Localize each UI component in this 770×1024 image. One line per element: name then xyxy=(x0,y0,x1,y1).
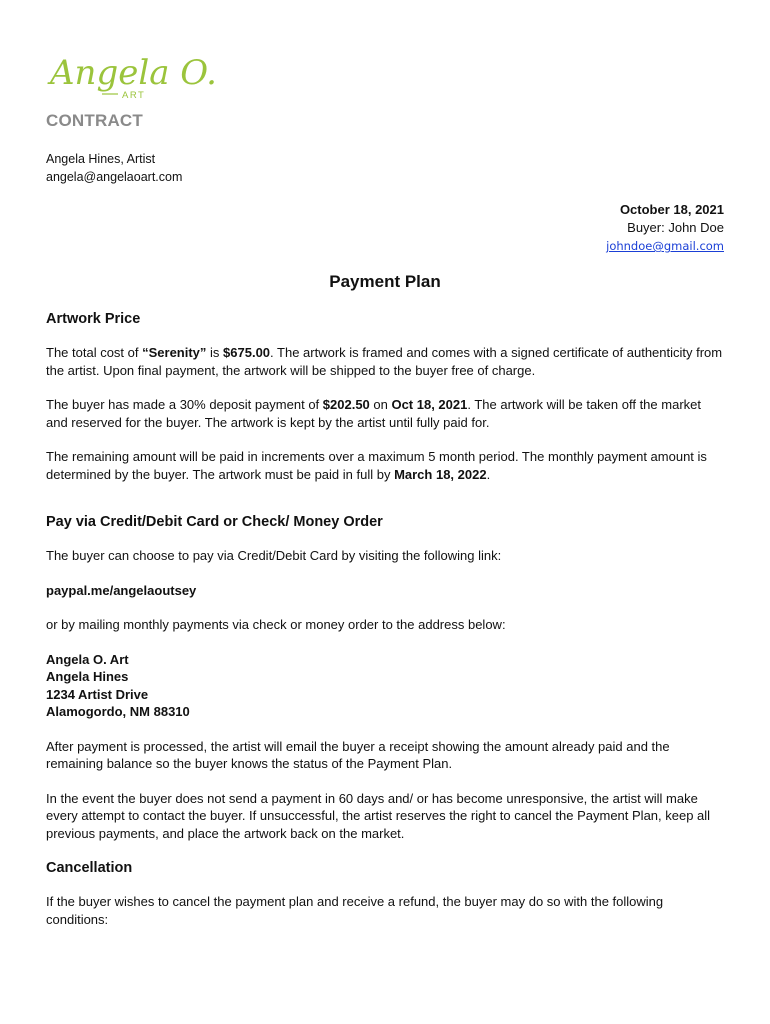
contract-title: CONTRACT xyxy=(46,111,143,130)
final-date: March 18, 2022 xyxy=(394,466,487,482)
address-line: Angela Hines xyxy=(46,669,129,684)
angela-o-art-logo xyxy=(46,44,217,106)
mail-paragraph: or by mailing monthly payments via check or money order to the address below: xyxy=(46,617,506,632)
nonpayment-paragraph: In the event the buyer does not send a payment in 60 days and/ or has become unresponsive, the artist will make every attempt to contact the buyer. If unsuccessful, the artist reserves the right to cancel the Payment Plan, keep all previous payments, and place the artwork back on the market. xyxy=(46,790,711,841)
cancellation-heading: Cancellation xyxy=(46,860,133,876)
artist-email[interactable]: angela@angelaoart.com xyxy=(46,170,183,184)
artist-name: Angela Hines, Artist xyxy=(46,152,156,166)
deposit-amount: $202.50 xyxy=(322,397,370,412)
artist-info xyxy=(46,150,182,186)
address-line: Angela O. Art xyxy=(46,651,129,667)
paypal-link[interactable]: paypal.me/angelaoutsey xyxy=(46,582,197,598)
deposit-date: Oct 18, 2021 xyxy=(391,397,468,412)
mailing-address xyxy=(46,651,726,721)
receipt-paragraph: After payment is processed, the artist will email the buyer a receipt showing the amount already paid and the remaining balance so the buyer knows the status of the Payment Plan. xyxy=(46,738,670,771)
price-paragraph: The total cost of “Serenity” is $675.00. The artwork is framed and comes with a signed certificate of authenticity from the artist. Upon final payment, the artwork will be shipped to the buyer free of charge. xyxy=(46,345,723,378)
cancellation-paragraph: If the buyer wishes to cancel the payment plan and receive a refund, the buyer may do so with the following conditions: xyxy=(46,894,664,927)
payment-method-heading: Pay via Credit/Debit Card or Check/ Money Order xyxy=(46,514,383,530)
remaining-paragraph: The remaining amount will be paid in increments over a maximum 5 month period. The monthly payment amount is determined by the buyer. The artwork must be paid in full by March 18, 2022. xyxy=(46,449,707,482)
address-line: 1234 Artist Drive xyxy=(46,686,149,702)
address-line: Alamogordo, NM 88310 xyxy=(46,704,190,719)
logo-subtext: ART xyxy=(122,90,146,101)
document-title: Payment Plan xyxy=(329,272,441,291)
contract-meta xyxy=(606,201,724,255)
contract-date: October 18, 2021 xyxy=(619,202,724,217)
artwork-title: “Serenity” xyxy=(142,345,207,360)
artwork-price: $675.00 xyxy=(223,345,271,360)
artwork-price-heading: Artwork Price xyxy=(46,311,141,327)
card-paragraph: The buyer can choose to pay via Credit/Debit Card by visiting the following link: xyxy=(46,548,502,563)
buyer-email-link[interactable]: johndoe@gmail.com xyxy=(606,239,724,253)
logo-wordmark: Angela O. xyxy=(50,53,217,93)
deposit-paragraph: The buyer has made a 30% deposit payment of $202.50 on Oct 18, 2021. The artwork will be taken off the market and reserved for the buyer. The artwork is kept by the artist until fully paid for. xyxy=(46,397,701,430)
document-body xyxy=(46,310,726,945)
buyer-name: Buyer: John Doe xyxy=(627,220,724,235)
